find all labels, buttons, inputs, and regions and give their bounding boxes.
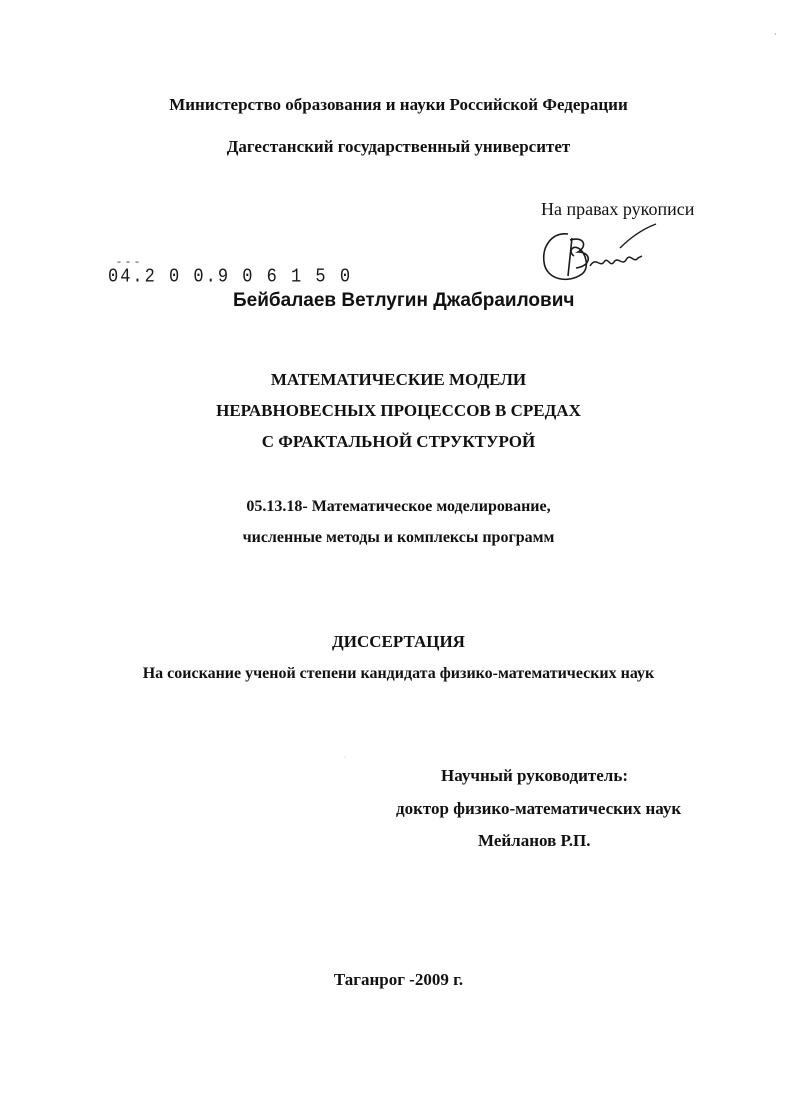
title-line-2: НЕРАВНОВЕСНЫХ ПРОЦЕССОВ В СРЕДАХ [216, 401, 581, 420]
title-line-1: МАТЕМАТИЧЕСКИЕ МОДЕЛИ [270, 370, 527, 389]
ministry-heading: Министерство образования и науки Российской Федерации [169, 95, 628, 114]
specialty-line-1: 05.13.18- Математическое моделирование, [246, 498, 551, 515]
specialty-line-2: численные методы и комплексы программ [242, 529, 555, 546]
manuscript-rights: На правах рукописи [541, 199, 695, 219]
supervisor-name: Мейланов Р.П. [478, 831, 591, 850]
signature-image [538, 222, 660, 288]
registration-mark: - - - [117, 254, 140, 268]
work-type: ДИССЕРТАЦИЯ [332, 632, 465, 651]
supervisor-label: Научный руководитель: [441, 766, 628, 785]
registration-number: 04.2 0 0.9 0 6 1 5 0 [108, 266, 353, 289]
supervisor-degree: доктор физико-математических наук [396, 799, 682, 818]
university-heading: Дагестанский государственный университет [226, 137, 571, 156]
place-year: Таганрог -2009 г. [333, 970, 464, 989]
title-line-3: С ФРАКТАЛЬНОЙ СТРУКТУРОЙ [261, 432, 536, 451]
author-name: Бейбалаев Ветлугин Джабраилович [233, 290, 575, 311]
scan-mark: · [774, 30, 777, 39]
degree-line: На соискание ученой степени кандидата физико-математических наук [142, 665, 655, 682]
scan-speck: · [344, 755, 346, 761]
